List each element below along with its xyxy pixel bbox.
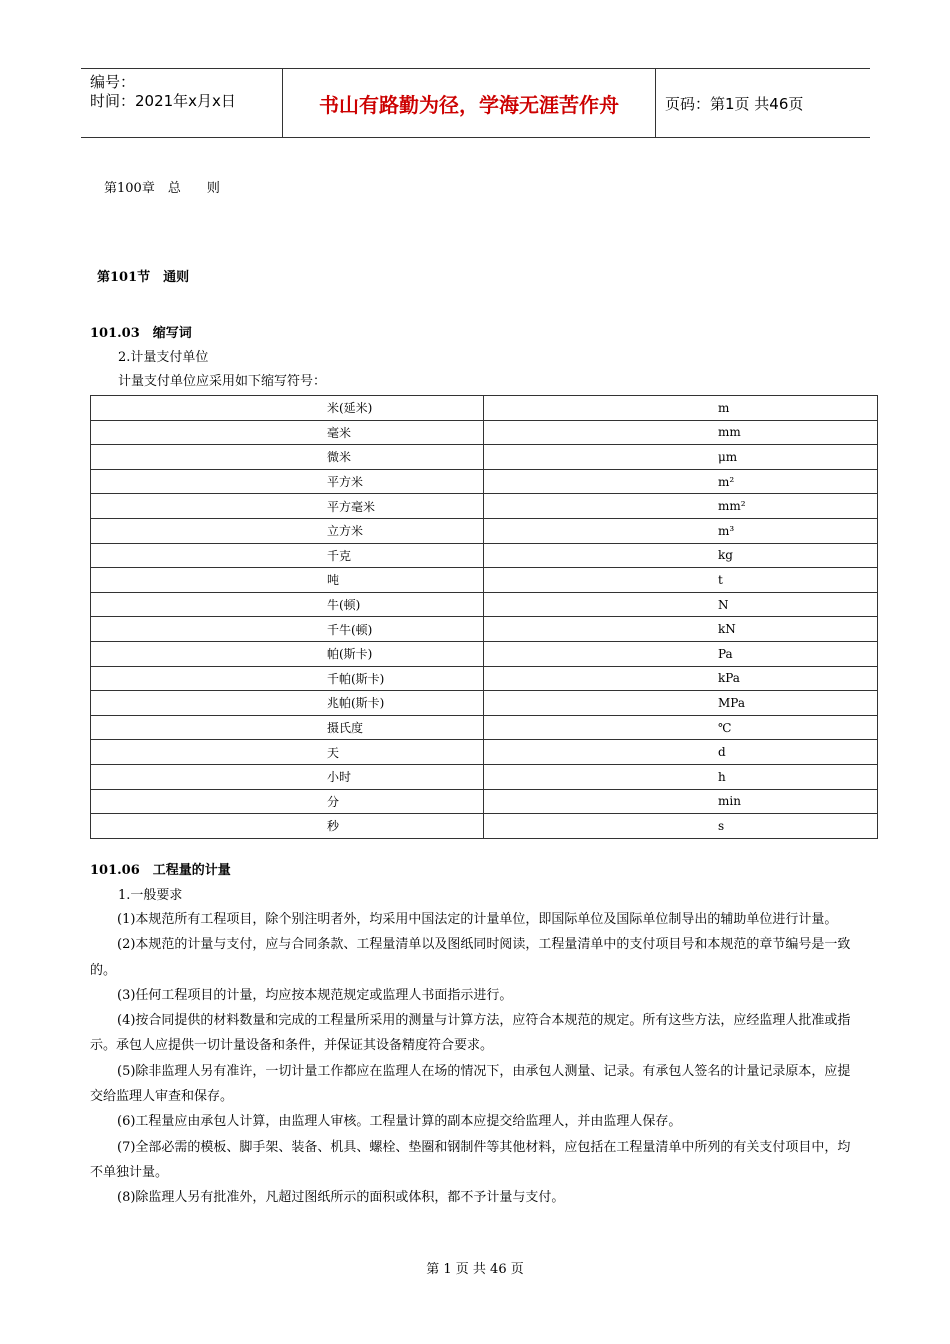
table-row	[91, 592, 878, 617]
table-row	[91, 568, 878, 593]
paragraph: (3)任何工程项目的计量，均应按本规范规定或监理人书面指示进行。	[117, 987, 513, 1003]
unit-name-cell: 摄氏度	[91, 715, 484, 740]
table-row	[91, 641, 878, 666]
unit-abbr-cell: t	[484, 568, 878, 593]
paragraph: (8)除监理人另有批准外，凡超过图纸所示的面积或体积，都不予计量与支付。	[117, 1190, 565, 1206]
unit-name-cell: 帕(斯卡)	[91, 641, 484, 666]
unit-name-cell: 小时	[91, 764, 484, 789]
unit-name-cell: 立方米	[91, 518, 484, 543]
unit-name-cell: 千帕(斯卡)	[91, 666, 484, 691]
paragraph: (5)除非监理人另有准许，一切计量工作都应在监理人在场的情况下，由承包人测量、记录。有承包人签名的计量记录原本，应提交给监理人审查和保存。	[90, 1063, 851, 1105]
paragraph: (7)全部必需的模板、脚手架、装备、机具、螺栓、垫圈和钢制件等其他材料，应包括在工程量清单中所列的有关支付项目中，均不单独计量。	[90, 1139, 851, 1180]
table-row	[91, 789, 878, 814]
unit-abbr-cell: Pa	[484, 641, 878, 666]
unit-abbr-cell: min	[484, 789, 878, 814]
unit-abbr-cell: N	[484, 592, 878, 617]
table-row	[91, 518, 878, 543]
section-title: 第101节 通则	[97, 270, 190, 285]
units-table-body	[91, 396, 878, 839]
unit-name-cell: 千牛(顿)	[91, 617, 484, 642]
page-footer: 第 1 页 共 46 页	[426, 1262, 524, 1277]
header-meta	[90, 73, 280, 111]
unit-abbr-cell: h	[484, 764, 878, 789]
paragraph: (4)按合同提供的材料数量和完成的工程量所采用的测量与计算方法，应符合本规范的规定。所有这些方法，应经监理人批准或指示。承包人应提供一切计量设备和条件，并保证其设备精度符合要求。	[90, 1013, 851, 1054]
unit-abbr-cell: mm	[484, 420, 878, 445]
header-motto: 书山有路勤为径，学海无涯苦作舟	[282, 69, 656, 137]
unit-name-cell: 毫米	[91, 420, 484, 445]
unit-abbr-cell: m²	[484, 469, 878, 494]
table-row	[91, 420, 878, 445]
unit-name-cell: 微米	[91, 445, 484, 470]
unit-name-cell: 分	[91, 789, 484, 814]
paragraph: (1)本规范所有工程项目，除个别注明者外，均采用中国法定的计量单位，即国际单位及国际单位制导出的辅助单位进行计量。	[117, 912, 838, 927]
table-row	[91, 740, 878, 765]
unit-abbr-cell: MPa	[484, 691, 878, 716]
date-label: 时间：2021年x月x日	[90, 92, 236, 110]
unit-abbr-cell: m	[484, 396, 878, 421]
unit-name-cell: 平方米	[91, 469, 484, 494]
subsection-heading-10106: 101.06 工程量的计量	[90, 863, 231, 878]
page-header	[81, 68, 870, 138]
subsection-item-10106: 1.一般要求	[118, 888, 183, 903]
unit-abbr-cell: mm²	[484, 494, 878, 519]
table-row	[91, 617, 878, 642]
requirements-paragraphs	[90, 907, 860, 1211]
units-table	[90, 395, 878, 839]
unit-abbr-cell: d	[484, 740, 878, 765]
table-row	[91, 469, 878, 494]
table-row	[91, 445, 878, 470]
paragraph: (2)本规范的计量与支付，应与合同条款、工程量清单以及图纸同时阅读，工程量清单中的支付项目号和本规范的章节编号是一致的。	[90, 937, 851, 978]
subsection-item-10103: 2.计量支付单位	[118, 350, 209, 365]
unit-abbr-cell: s	[484, 814, 878, 839]
header-page-info: 页码：第1页 共46页	[665, 94, 804, 113]
table-row	[91, 396, 878, 421]
unit-abbr-cell: μm	[484, 445, 878, 470]
unit-name-cell: 平方毫米	[91, 494, 484, 519]
unit-name-cell: 天	[91, 740, 484, 765]
unit-abbr-cell: kN	[484, 617, 878, 642]
table-row	[91, 494, 878, 519]
unit-name-cell: 秒	[91, 814, 484, 839]
table-row	[91, 543, 878, 568]
unit-name-cell: 吨	[91, 568, 484, 593]
unit-abbr-cell: m³	[484, 518, 878, 543]
unit-abbr-cell: ℃	[484, 715, 878, 740]
unit-name-cell: 兆帕(斯卡)	[91, 691, 484, 716]
unit-name-cell: 牛(顿)	[91, 592, 484, 617]
unit-abbr-cell: kPa	[484, 666, 878, 691]
paragraph: (6)工程量应由承包人计算，由监理人审核。工程量计算的副本应提交给监理人，并由监理人保存。	[117, 1114, 682, 1130]
table-row	[91, 666, 878, 691]
subsection-heading-10103: 101.03 缩写词	[90, 326, 192, 341]
table-row	[91, 691, 878, 716]
chapter-title: 第100章 总 则	[104, 181, 220, 196]
unit-name-cell: 米(延米)	[91, 396, 484, 421]
unit-name-cell: 千克	[91, 543, 484, 568]
table-row	[91, 814, 878, 839]
table-row	[91, 715, 878, 740]
unit-abbr-cell: kg	[484, 543, 878, 568]
serial-label: 编号：	[90, 73, 136, 91]
units-intro: 计量支付单位应采用如下缩写符号：	[118, 374, 327, 389]
table-row	[91, 764, 878, 789]
